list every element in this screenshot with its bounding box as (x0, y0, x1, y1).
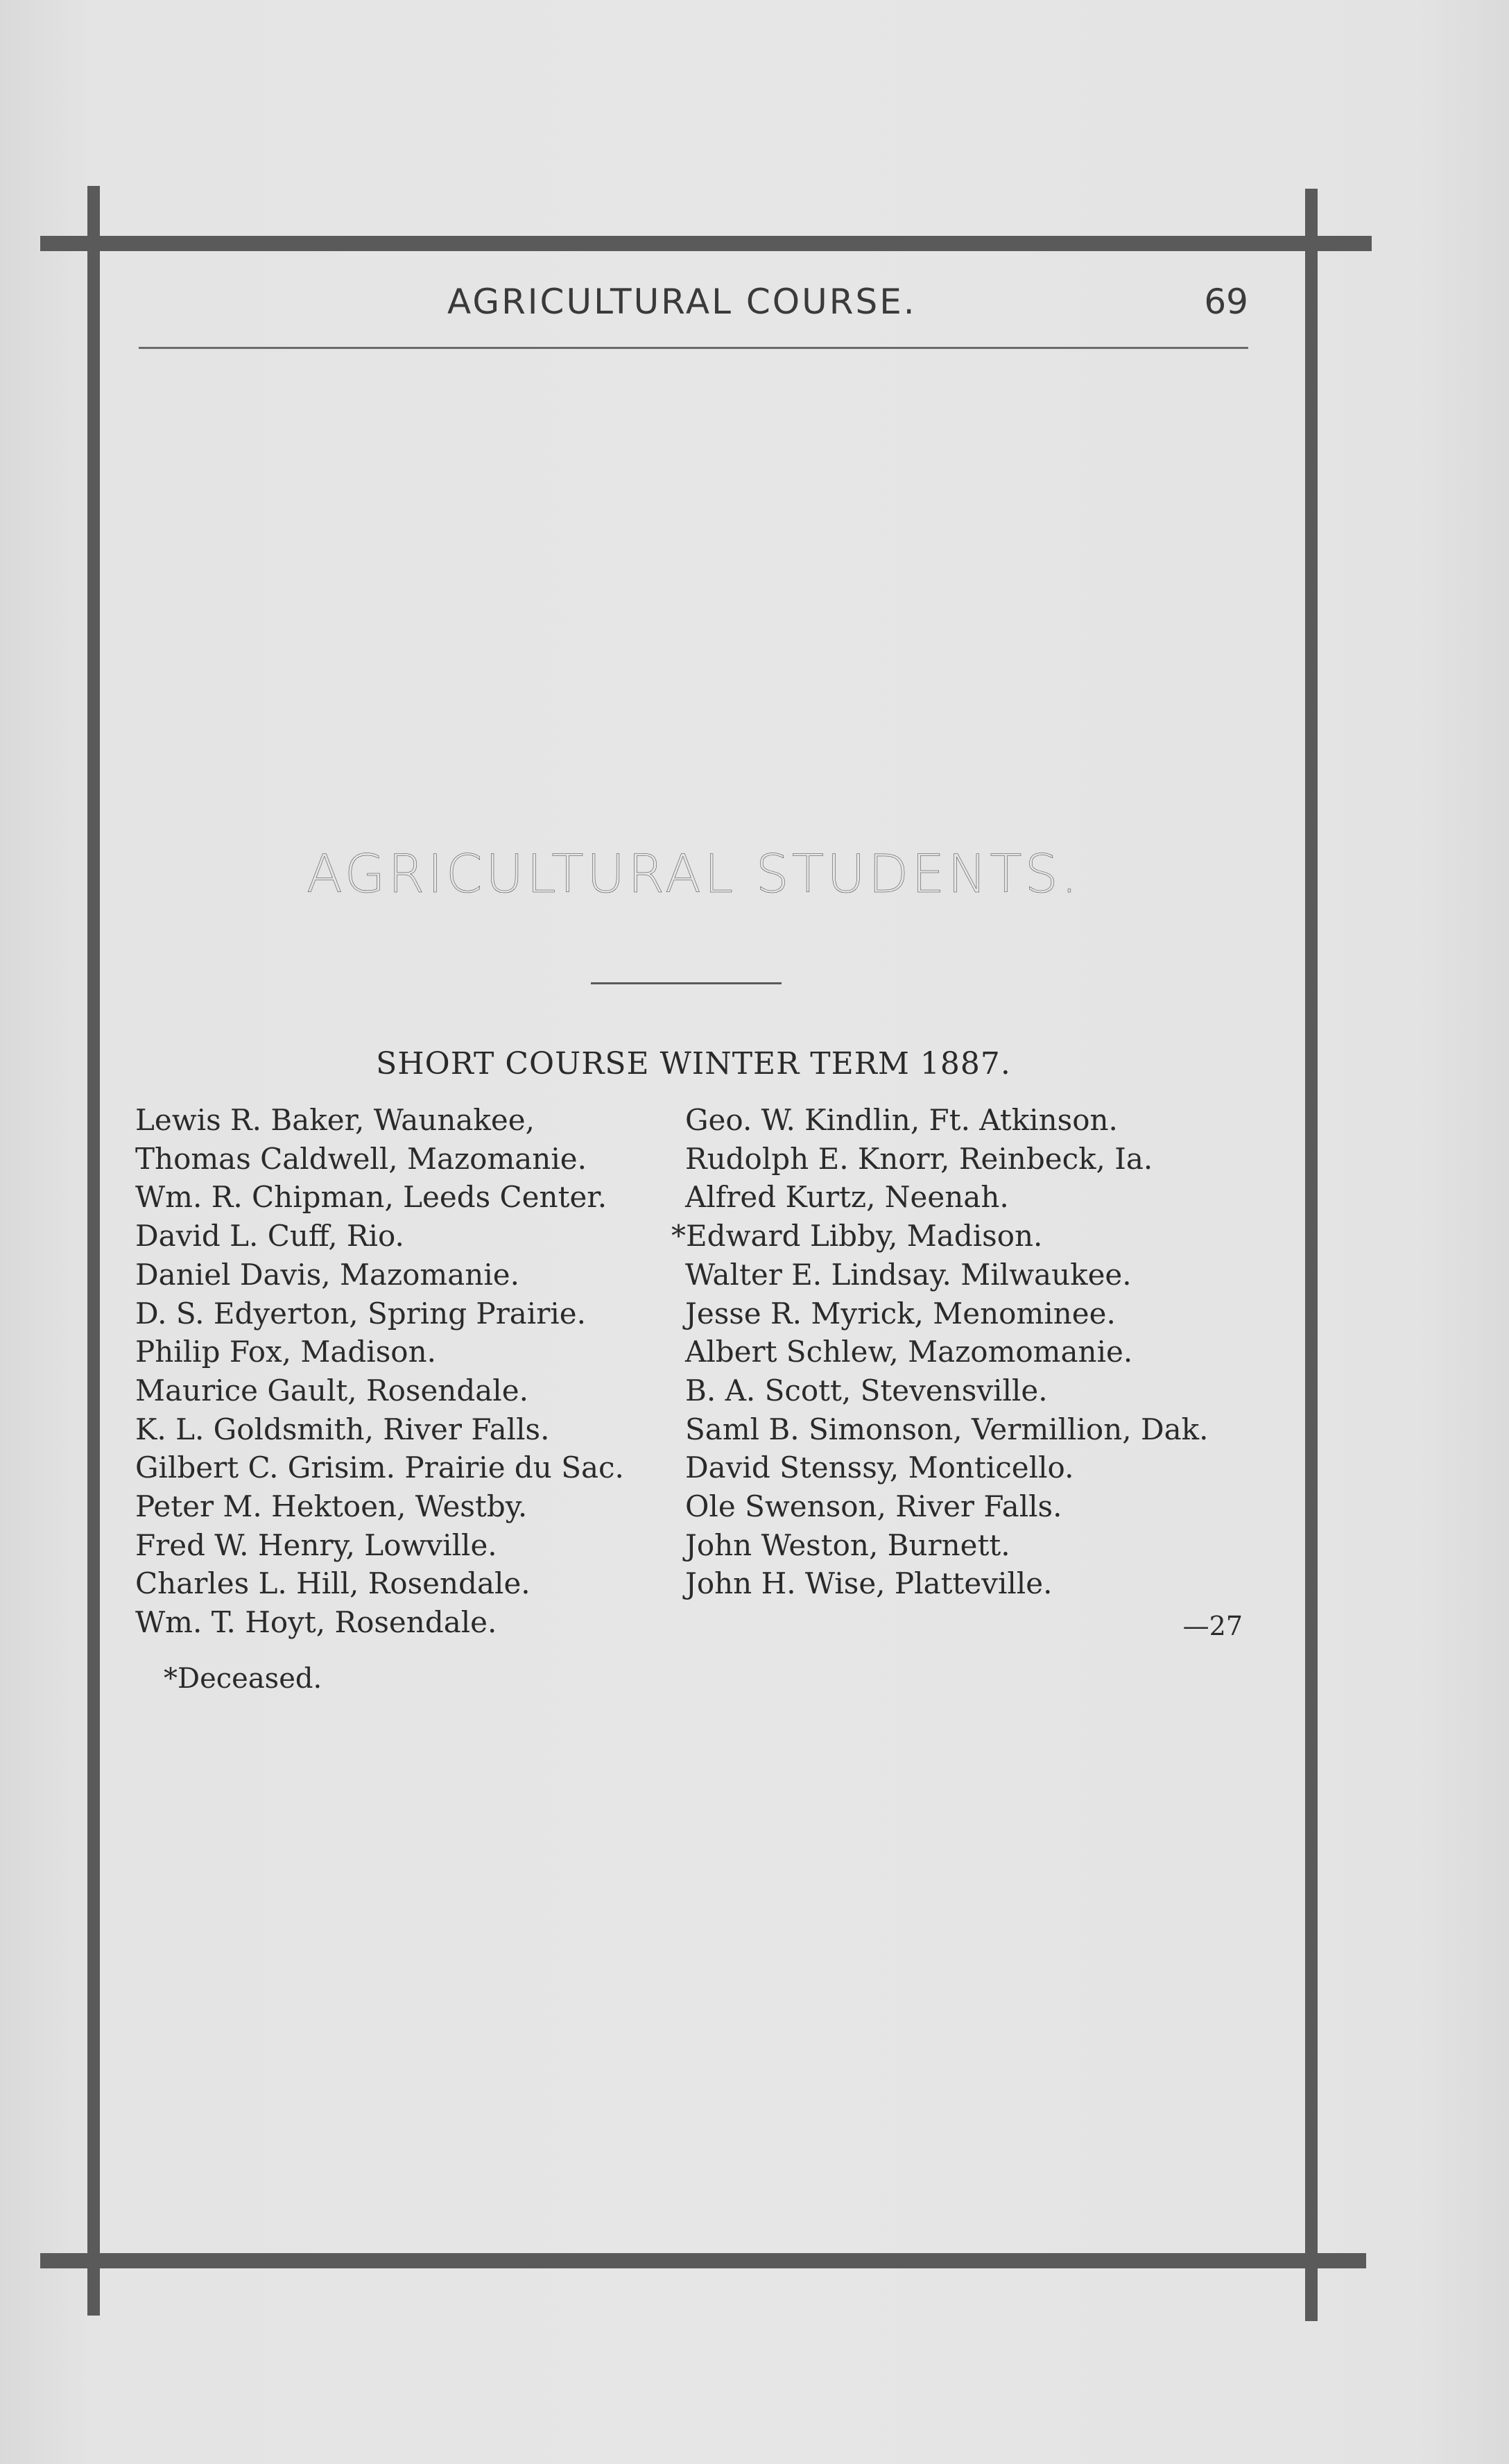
list-item: *Edward Libby, Madison. (671, 1219, 1043, 1254)
running-title: AGRICULTURAL COURSE. (447, 282, 917, 322)
list-item: K. L. Goldsmith, River Falls. (135, 1412, 550, 1446)
student-list-right (671, 1101, 1209, 1603)
list-item: Maurice Gault, Rosendale. (135, 1373, 528, 1408)
list-item: Lewis R. Baker, Waunakee, (135, 1103, 535, 1137)
list-item: Saml B. Simonson, Vermillion, Dak. (685, 1412, 1209, 1446)
footnote: *Deceased. (164, 1663, 322, 1695)
page-number: 69 (1204, 282, 1248, 322)
list-item: John Weston, Burnett. (685, 1528, 1010, 1562)
list-item: Ole Swenson, River Falls. (685, 1489, 1062, 1524)
list-item: Peter M. Hektoen, Westby. (135, 1489, 528, 1524)
list-item: Thomas Caldwell, Mazomanie. (135, 1141, 587, 1176)
list-item: Fred W. Henry, Lowville. (135, 1528, 497, 1562)
left-border-bar (87, 186, 100, 2316)
student-total: —27 (1182, 1611, 1243, 1641)
list-item: Gilbert C. Grisim. Prairie du Sac. (135, 1451, 624, 1485)
top-border-bar (40, 236, 1372, 251)
list-item: John H. Wise, Platteville. (685, 1566, 1053, 1601)
list-item: Daniel Davis, Mazomanie. (135, 1257, 519, 1292)
term-heading: SHORT COURSE WINTER TERM 1887. (376, 1046, 1011, 1081)
list-item: Wm. R. Chipman, Leeds Center. (135, 1180, 607, 1215)
list-item: Wm. T. Hoyt, Rosendale. (135, 1605, 497, 1640)
list-item: B. A. Scott, Stevensville. (685, 1373, 1048, 1408)
list-item: Walter E. Lindsay. Milwaukee. (685, 1257, 1132, 1292)
title-rule (591, 982, 782, 984)
list-item: Philip Fox, Madison. (135, 1335, 436, 1369)
list-item: D. S. Edyerton, Spring Prairie. (135, 1296, 586, 1331)
list-item: Alfred Kurtz, Neenah. (685, 1180, 1009, 1215)
list-item: David Stenssy, Monticello. (685, 1451, 1074, 1485)
header-rule (139, 347, 1248, 349)
list-item: Jesse R. Myrick, Menominee. (685, 1296, 1116, 1331)
section-title: AGRICULTURAL STUDENTS. (306, 843, 1081, 905)
running-head (139, 277, 1248, 340)
list-item: Charles L. Hill, Rosendale. (135, 1566, 531, 1601)
list-item: Geo. W. Kindlin, Ft. Atkinson. (685, 1103, 1118, 1137)
list-item: Albert Schlew, Mazomomanie. (685, 1335, 1133, 1369)
bottom-border-bar (40, 2253, 1366, 2268)
student-list-left (135, 1101, 624, 1642)
list-item: Rudolph E. Knorr, Reinbeck, Ia. (685, 1141, 1153, 1176)
list-item: David L. Cuff, Rio. (135, 1219, 404, 1254)
right-border-bar (1305, 189, 1318, 2321)
